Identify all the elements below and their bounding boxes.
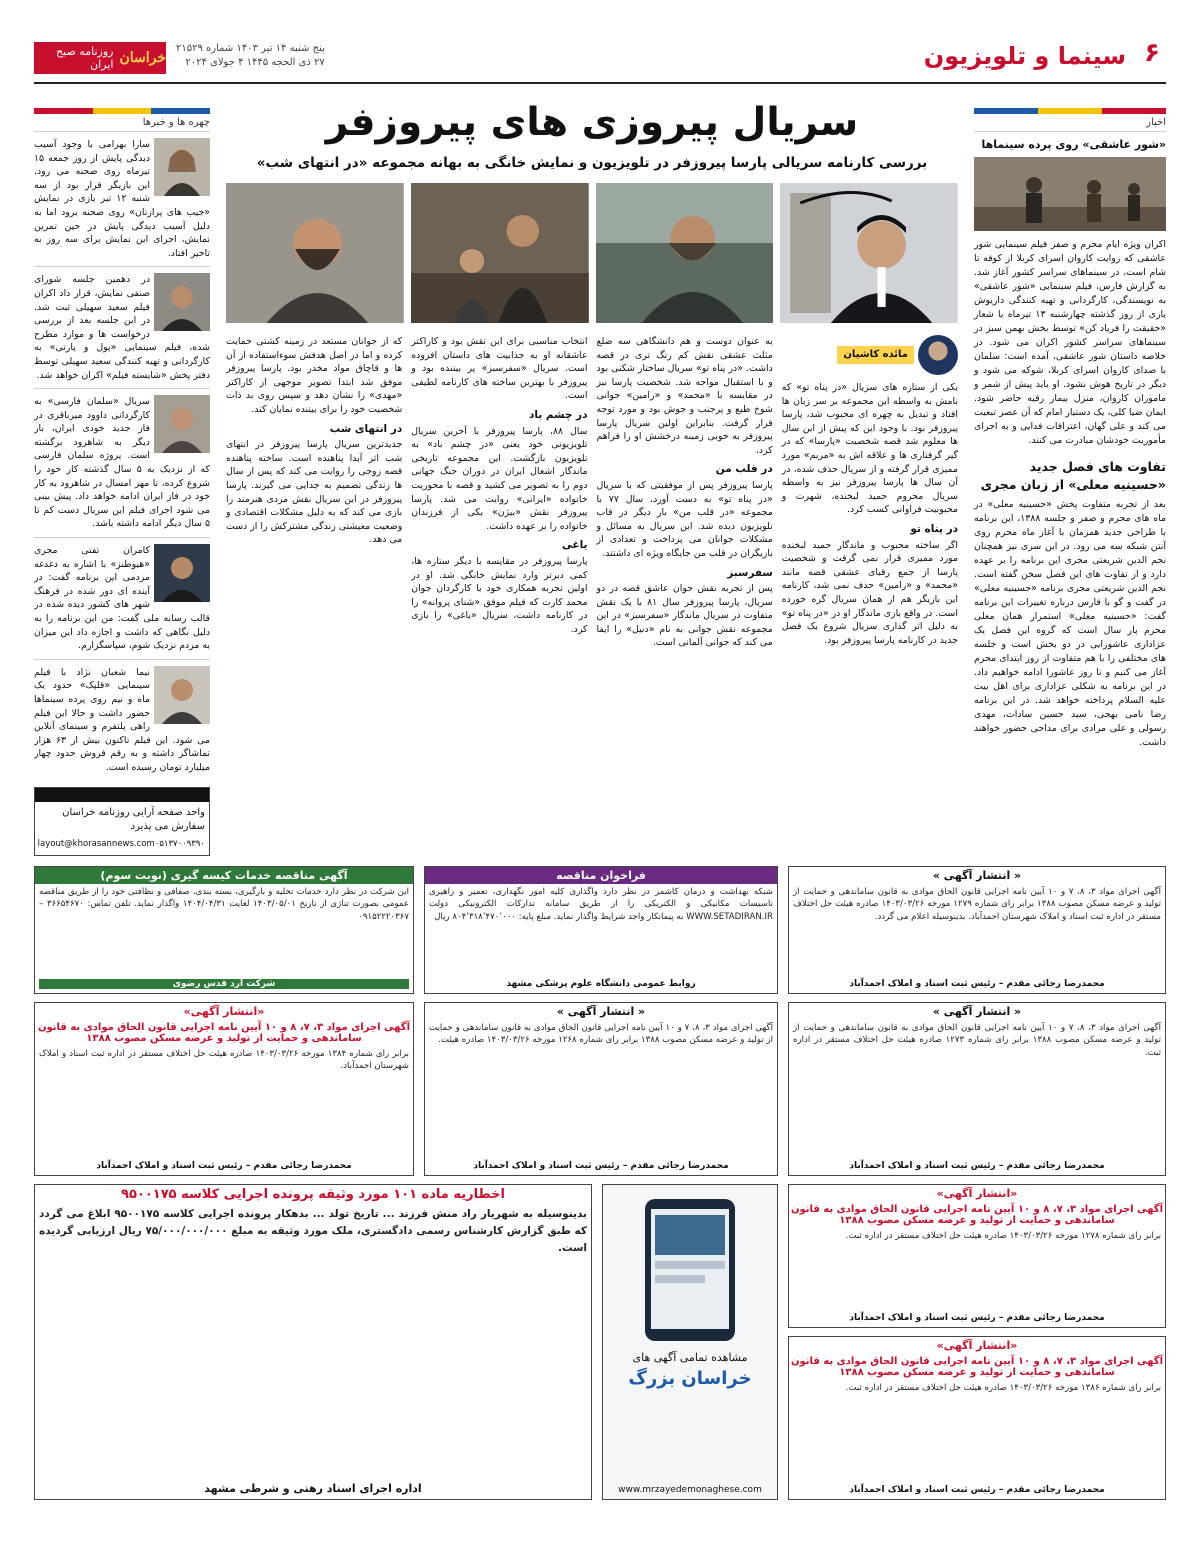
tender-ad-quds [34, 866, 414, 994]
ad-title: « انتشار آگهی » [932, 869, 1022, 882]
list-item [34, 388, 210, 537]
page-number: ۶ [1144, 38, 1160, 68]
section-heading: در قلب من [715, 463, 773, 476]
news-title-1: «شور عاشقی» روی پرده سینماها [981, 138, 1166, 151]
promo-brand: خراسان بزرگ [628, 1368, 752, 1389]
section-heading: در انتهای شب [329, 422, 403, 435]
news-text: کامران تفتی مجری «هیوطنز» با اشاره به دغدغه مردمی این برنامه گفت: در آینده ای دور شده در فرهنگ شهر های کشور دیده شده در قالب رسانه ملی گفت: من این برنامه را به دلیل نگاهی که داشت و اجازه داد این میزان به مردم نزدیک شوم، سپاسگزارم. [34, 545, 210, 652]
article-column-1 [782, 335, 958, 650]
article-columns [226, 335, 958, 650]
ad-body: این شرکت در نظر دارد خدمات تخلیه و بارگیری، بسته بندی، صفافی و نظافتی خود را از طریق مناقصه عمومی بصورت تناژی از تاریخ ۱۴۰۳/۰۵/۰۱ لغایت ۱۴۰۴/۰۴/۳۱ واگذار نماید. تلفن تماس: ۳۶۶۵۴۶۷۰ – ۰۹۱۵۲۲۲۰۳۶۷ [39, 887, 409, 922]
ad-footer: محمدرضا رجائی مقدم – رئیس ثبت اسناد و املاک احمدآباد [849, 1313, 1105, 1323]
legal-ad-2 [788, 1002, 1166, 1176]
tender-ad [424, 866, 778, 994]
phone-mockup-icon [615, 1195, 765, 1345]
ad-body: آگهی اجرای مواد ۳، ۸، ۷ و ۱۰ آیین نامه اجرایی قانون الحاق موادی به قانون ساماندهی و حمایت از تولید و عرضه مسکن مصوب ۱۳۸۸ برابر رای شماره ۱۲۷۹ مورخه ۱۴۰۳/۰۳/۲۶ صادره هیئت حل اختلاف مستقر در اداره ثبت اسناد و املاک شهرستان احمدآباد. بدینوسیله اعلام می گردد. [793, 887, 1161, 922]
promo-site[interactable]: www.mrzayedemonaghese.com [618, 1485, 762, 1495]
ad-title: اخطاریه ماده ۱۰۱ مورد وثیقه پرونده اجرایی کلاسه ۹۵۰۰۱۷۵ [121, 1187, 505, 1202]
article-text: سال ۸۸، پارسا پیروزفر با آخرین سریال تلویزیونی خود یعنی «در چشم باد» به تلویزیون بازگشت. این مجموعه تاریخی ماندگار اشغال ایران در دوران جنگ جهانی دوم را به تصویر می کشید و قصه با محوریت خانواده «ایرانی» روایت می شد. پارسا پیروزفر نقش «بیژن» یکی از فرزندان خانواده را بر عهده داشت. [411, 425, 588, 532]
article-column-3 [411, 335, 587, 650]
article-title: سریال پیروزی های پیروزفر [325, 100, 859, 145]
actor-photo-2 [596, 183, 774, 323]
ad-heading: آگهی اجرای مواد ۳، ۷، ۸ و ۱۰ آیین نامه اجرایی قانون الحاق موادی به قانون ساماندهی و حمایت از تولید و عرضه مسکن مصوب ۱۳۸۸ [37, 1022, 411, 1044]
legal-ad-5 [788, 1184, 1166, 1328]
ad-footer: محمدرضا رجائی مقدم – رئیس ثبت اسناد و املاک احمدآباد [96, 1161, 352, 1171]
ad-title: «انتشار آگهی» [936, 1187, 1018, 1200]
news-photo-1 [974, 157, 1166, 231]
news-text-2: بعد از تجربه متفاوت پخش «حسینیه معلی» در ماه های محرم و صفر و جلسه ۱۳۸۸، این برنامه با طراحی جدید همزمان با آغاز ماه محرم روی آنتن شبکه سه می رود. در این سری نیز همچنان نجم الدین شریعتی مجری این برنامه را بر عهده دارد و از تفاوت های این فصل سخن گفته است. نجم الدین شریعتی مجری برنامه «حسینیه معلی» در گفت و گو با فارس درباره تغییرات این برنامه گفت: «حسینیه معلی» استمرار همان معلی محرم پار سال است که گروه این فصل یک عزاداری عاشورایی در دو بخش است و جلسه های مختلفی را با هم متفاوت از روز ابتدای محرم آغاز می کنیم و تا روز عاشورا ادامه خواهیم داد. در این برنامه به شکلی عزاداری برای اهل بیت علیه السلام پرداخته خواهد شد. در این برنامه رضا نامی بهجی، سید حسین سادات، مهدی رسولی و علی مرادی برای مداحی حضور خواهند داشت. [974, 499, 1167, 748]
news-text: نیما شعبان نژاد با فیلم سینمایی «قلپک» حدود یک ماه و نیم روی پرده سینماها حضور داشت و حالا این فیلم راهی پلتفرم و سینمای آنلاین می شود. این فیلم تاکنون بیش از ۶۳ هزار تماشاگر داشته و به رقم فروش حدود چهار میلیارد تومان رسیده است. [34, 666, 210, 773]
ad-heading: آگهی اجرای مواد ۳، ۷، ۸ و ۱۰ آیین نامه اجرایی قانون الحاق موادی به قانون ساماندهی و حمایت از تولید و عرضه مسکن مصوب ۱۳۸۸ [790, 1356, 1164, 1378]
article-text: پس از تجربه نقش جوان عاشق قصه در دو سریال، پارسا پیروزفر سال ۸۱ با یک نقش متفاوت در سریال ماندگار «سفرسبز» در این مجموعه نقش جوانی به نام «دنیل» را ایفا می کند که جوانی آلمانی است. [596, 583, 773, 649]
ad-footer: محمدرضا رجائی مقدم – رئیس ثبت اسناد و املاک احمدآباد [849, 1161, 1105, 1171]
section-title: سینما و تلویزیون [923, 42, 1126, 70]
avatar [154, 666, 210, 724]
ad-body: برابر رای شماره ۱۲۷۸ مورخه ۱۴۰۳/۰۳/۲۶ صادره هیئت حل اختلاف مستقر در اداره ثبت. [845, 1231, 1161, 1241]
article-text: پارسا پیروزفر پس از موفقیتی که با سریال «در پناه تو» به دست آورد، سال ۷۷ با مجموعه «در قلب من» بار دیگر در قاب تلویزیون دیده شد. این سریال به مسائل و مشکلات جوانان می پرداخت و تعدادی از بازیگران در قلب من جایگاه ویژه ای داشتند. [596, 479, 773, 559]
news-title-2: تفاوت های فصل جدید «حسینیه معلی» از زبان مجری [980, 459, 1166, 492]
ad-title: «انتشار آگهی» [183, 1005, 265, 1018]
ad-footer: محمدرضا رجائی مقدم – رئیس ثبت اسناد و املاک احمدآباد [849, 1485, 1105, 1495]
section-heading: یاغی [561, 539, 588, 552]
section-heading: سفرسبز [727, 566, 773, 579]
page-header [34, 36, 1166, 84]
article-column-2 [597, 335, 773, 650]
author-avatar [918, 335, 958, 375]
auction-promo[interactable] [602, 1184, 778, 1500]
newspaper-logo[interactable] [34, 42, 166, 74]
advertisements [34, 866, 1166, 1506]
avatar [154, 395, 210, 453]
ad-footer: اداره اجرای اسناد رهنی و شرطی مشهد [204, 1482, 422, 1495]
article-text: که از جوانان مستعد در زمینه کشتی حمایت کرده و اما در اصل هدفش سوءاستفاده از آن ها و قاچاق مواد مخدر بود. پارسا پیروزفر موفق شد ابتدا تصویر موجهی از کاراکتر «مهدی» را نشان دهد و سپس روی بد ذات شخصیت خود را برای بیننده نمایان کند. [226, 336, 403, 415]
list-item [34, 266, 210, 388]
actor-photo-1 [780, 183, 958, 323]
contact-bar [35, 788, 209, 802]
avatar [154, 273, 210, 331]
author-byline [782, 335, 958, 375]
logo-brand: خراسان [119, 50, 166, 66]
legal-ad-4 [34, 1002, 414, 1176]
article-text: به عنوان دوست و هم دانشگاهی سه ضلع مثلث عشقی نقش کم رنگ تری در قصه داشت. «در پناه تو» سریال ساختار شکنی بود و با استقبال مواجه شد. شخصیت پارسا نیز در مقایسه با «محمد» و «رامین» جوانی شوخ طبع و پرجنب و جوش بود و مورد توجه قرار گرفت. بنابراین اولین سریال پارسا پیروزفر به خوبی زمینه درخشش او را فراهم کرد. [596, 336, 773, 456]
list-item [34, 132, 210, 266]
news-text-1: اکران ویژه ایام محرم و صفر فیلم سینمایی شور عاشقی که روایت کاروان اسرای کربلا از کوفه تا شام است، در سینماهای سراسر کشور آغاز شد. به گزارش فارس، فیلم سینمایی «شور عاشقی» به نویسندگی، کارگردانی و تهیه کنندگی داریوش یاری از روز گذشته چهارشنبه ۱۳ تیرماه با شعار «حقیقت را فریاد کن» توسط بخش بهمن سبز در سینماهای سراسر کشور اکران می شود. در خلاصه داستان شور عاشقی، آمده است: سلمان با صدای کاروان اسرای کربلا، شوکه می شود و دیگر در تاریخ هوش نشود. او باید پیش از شمر و ماموران کاروان، منزل بیمار رقیه حاضر شود. ایمان ضیا کلی، یک دستیار امام که آن عصر تبعیت می کند و علی گهان، اعترافات فدایی و به اجرای مأموریت خودشان مبادرت می کنند. [974, 239, 1166, 446]
ad-title: فراخوان مناقصه [425, 867, 777, 884]
article-text: پارسا پیروزفر در مقایسه با دیگر ستاره ها، کمی دیرتر وارد نمایش خانگی شد. او در اولین تجربه همکاری خود با کارگردان جوان محمد کارت که فیلم موفق «شنای پروانه» را در کارنامه داشت، سریال «یاغی» را بازی کرد. [411, 555, 588, 635]
article-text: جدیدترین سریال پارسا پیروزفر در انتهای شب اثر آیدا پناهنده است. ساخته پناهنده قصه زوجی را روایت می کند که پس از سال ها زندگی تصمیم به جدایی می گیرند. پارسا پیروزفر در این سریال نقش مردی هنرمند را بازی می کند که به دلیل مشکلات اقتصادی و وضعیت معیشتی زندگی مشترکش را از دست می دهد. [226, 439, 403, 546]
ad-title: « انتشار آگهی » [932, 1005, 1022, 1018]
ad-title: « انتشار آگهی » [556, 1005, 646, 1018]
list-item [34, 659, 210, 781]
actor-photo-3 [411, 183, 589, 323]
news-text: سریال «سلمان فارسی» به کارگردانی داوود میرباقری در فاز جدید خودی ایران، بار دیگر به شاهرود برگشته است. پروژه سلمان فارسی که از نزدیک به ۵ سال گذشته کار خود را شروع کرده، تا مهر امسال در شاهرود به کار خود در فاز ایران ادامه خواهد داد. پیش بینی می شود اجرای فیلم این سریال دست کم تا ۵ سال دیگر ادامه داشته باشد. [34, 396, 210, 530]
ad-footer: محمدرضا رجائی مقدم – رئیس ثبت اسناد و املاک احمدآباد [473, 1161, 729, 1171]
legal-ad-3 [424, 1002, 778, 1176]
list-item [34, 537, 210, 659]
avatar [154, 544, 210, 602]
avatar [154, 138, 210, 196]
section-heading: در چشم باد [528, 408, 588, 421]
main-article [226, 100, 958, 650]
promo-title: مشاهده تمامی آگهی های [632, 1351, 748, 1364]
legal-ad-6 [788, 1336, 1166, 1500]
section-heading: در پناه تو [910, 522, 958, 535]
article-text: یکی از ستاره های سریال «در پناه تو» که نامش به واسطه این مجموعه بر سر زبان ها افتاد و تبدیل به چهره ای محبوب شد، پارسا پیروزفر بود. با وجود این که پیش از این سال ها معلوم شد قصه شخصیت «پارسا» که در گیر گرفتاری ها و علاقه اش به «مریم» مورد ممیزی قرار گرفته و از سریال حذف شده، در آن سال ها پارسا پیروزفر نیز به واسطه سریال محروم حمید لبخنده، شهرت و محبوبیت فراوانی کسب کرد. [781, 382, 958, 516]
date-line-1: پنج شنبه ۱۴ تیر ۱۴۰۳ شماره ۲۱۵۲۹ [176, 43, 325, 54]
ad-heading: آگهی اجرای مواد ۳، ۷، ۸ و ۱۰ آیین نامه اجرایی قانون الحاق موادی به قانون ساماندهی و حمایت از تولید و عرضه مسکن مصوب ۱۳۸۸ [790, 1204, 1164, 1226]
logo-tagline: روزنامه صبح ایران [56, 45, 114, 71]
article-text: اگر ساخته محبوب و ماندگار حمید لبخنده مورد ممیزی قرار نمی گرفت و شخصیت پارسا از جمع رقبای عشقی قصه مانند «محمد» و «رامین» حذف نمی شد، کارنامه این بازیگر هم از همان سریال گره خورده است. در واقع بازی ماندگار او در «در پناه تو» به دلیل اثر گذاری سریال شروع یک فصل جدید در کارنامه پارسا پیروزفر بود. [781, 539, 958, 646]
notice-ad [34, 1184, 592, 1500]
ad-body: برابر رای شماره ۱۳۸۶ مورخه ۱۴۰۳/۰۳/۲۶ صادره هیئت حل اختلاف مستقر در اداره ثبت. [845, 1383, 1161, 1393]
news-label: اخبار [974, 114, 1166, 132]
news-text: سارا بهرامی با وجود آسیب دیدگی پایش از روز جمعه ۱۵ تیرماه روی صحنه می رود. این بازیگر قرار بود از سه شنبه ۱۲ تیر بازی در نمایش «جیب های پرازنان» روی صحنه برود اما به دلیل آسیب دیدگی پایش در حین تمرین نمایش، اجرای این نمایش برای سه روز به تاخیر افتاد. [34, 139, 210, 259]
ad-footer: روابط عمومی دانشگاه علوم پزشکی مشهد [506, 979, 696, 989]
article-text: انتخاب مناسبی برای این نقش بود و کاراکتر عاشقانه او به جذابیت های داستان افزوده است. سریال «سفرسبز» پر بیننده بود و پیروزفر با بهترین ساخته های کارنامه لطیفی است. [411, 336, 588, 402]
ad-body: آگهی اجرای مواد ۳، ۸، ۷ و ۱۰ آیین نامه اجرایی قانون الحاق موادی به قانون ساماندهی و حمایت از تولید و عرضه مسکن مصوب ۱۳۸۸ برابر رای شماره ۱۲۶۸ مورخه ۱۴۰۳/۰۳/۲۶ صادره هیئت. [429, 1023, 773, 1046]
article-photos [226, 183, 958, 323]
legal-ad-1 [788, 866, 1166, 994]
color-bar [34, 108, 210, 114]
news-column-right [974, 108, 1166, 750]
news-text: در دهمین جلسه شورای صنفی نمایش، قرار داد اکران فیلم سعید سهیلی ثبت شد. در این جلسه بعد از بررسی درخواست ها و موارد مطرح شده، فیلم سینمایی «پول و پارتی» به کارگردانی و تهیه کنندگی سعید سهیلی توسط دفتر پخش «شایسته فیلم» اکران خواهد شد. [34, 274, 210, 381]
faces-news-label: چهره ها و خبرها [34, 114, 210, 132]
news-column-left [34, 108, 210, 856]
contact-text: واحد صفحه آرایی روزنامه خراسان سفارش می پذیرد [62, 806, 205, 832]
ad-body: آگهی اجرای مواد ۳، ۸، ۷ و ۱۰ آیین نامه اجرایی قانون الحاق موادی به قانون ساماندهی و حمایت از تولید و عرضه مسکن مصوب ۱۳۸۸ برابر رای شماره ۱۲۷۳ صادره هیئت حل اختلاف مستقر در اداره ثبت. [793, 1023, 1161, 1058]
layout-service-box [34, 787, 210, 856]
author-name: مائده کاشیان [837, 346, 914, 364]
ad-body: برابر رای شماره ۱۳۸۴ مورخه ۱۴۰۳/۰۳/۲۶ صادره هیئت حل اختلاف مستقر در اداره ثبت اسناد و املاک شهرستان احمدآباد. [39, 1049, 410, 1072]
contact-phone[interactable]: ۰۵۱۳۷۰۰۹۳۹۰ [154, 838, 205, 849]
ad-body: بدینوسیله به شهریار راد منش فرزند ... تاریخ تولد ... بدهکار پرونده اجرایی کلاسه ۹۵۰۰۱۷۵ ابلاغ می گردد که طبق گزارش کارشناس رسمی دادگستری، ملک مورد وثیقه به مبلغ ۷۵/۰۰۰/۰۰۰/۰۰۰ ریال ارزیابی گردیده است. [39, 1208, 587, 1254]
color-bar [974, 108, 1166, 114]
ad-body: شبکه بهداشت و درمان کاشمر در نظر دارد واگذاری کلیه امور نگهداری، تعمیر و راهبری تاسیسات مکانیکی و الکتریکی را از طریق سامانه تدارکات الکترونیکی دولت WWW.SETADIRAN.IR به پیمانکار واجد شرایط واگذار نماید. مبلغ پایه: ۸۰۴٬۳۱۸٬۴۷۰٬۰۰۰ ریال [429, 887, 773, 922]
actor-photo-4 [226, 183, 404, 323]
article-column-4 [226, 335, 402, 650]
contact-email[interactable]: layout@khorasannews.com [37, 838, 155, 849]
issue-dates [176, 42, 325, 70]
ad-footer: محمدرضا رجائی مقدم – رئیس ثبت اسناد و املاک احمدآباد [849, 979, 1105, 989]
ad-title: آگهی مناقصه خدمات کیسه گیری (نوبت سوم) [35, 867, 413, 884]
ad-title: «انتشار آگهی» [936, 1339, 1018, 1352]
article-subtitle: بررسی کارنامه سریالی پارسا پیروزفر در تلویزیون و نمایش خانگی به بهانه مجموعه «در انتهای شب» [256, 155, 928, 171]
date-line-2: ۲۷ ذی الحجه ۱۴۴۵ ۴ جولای ۲۰۲۴ [185, 57, 325, 68]
ad-footer: شرکت آرد قدس رضوی [39, 979, 409, 989]
